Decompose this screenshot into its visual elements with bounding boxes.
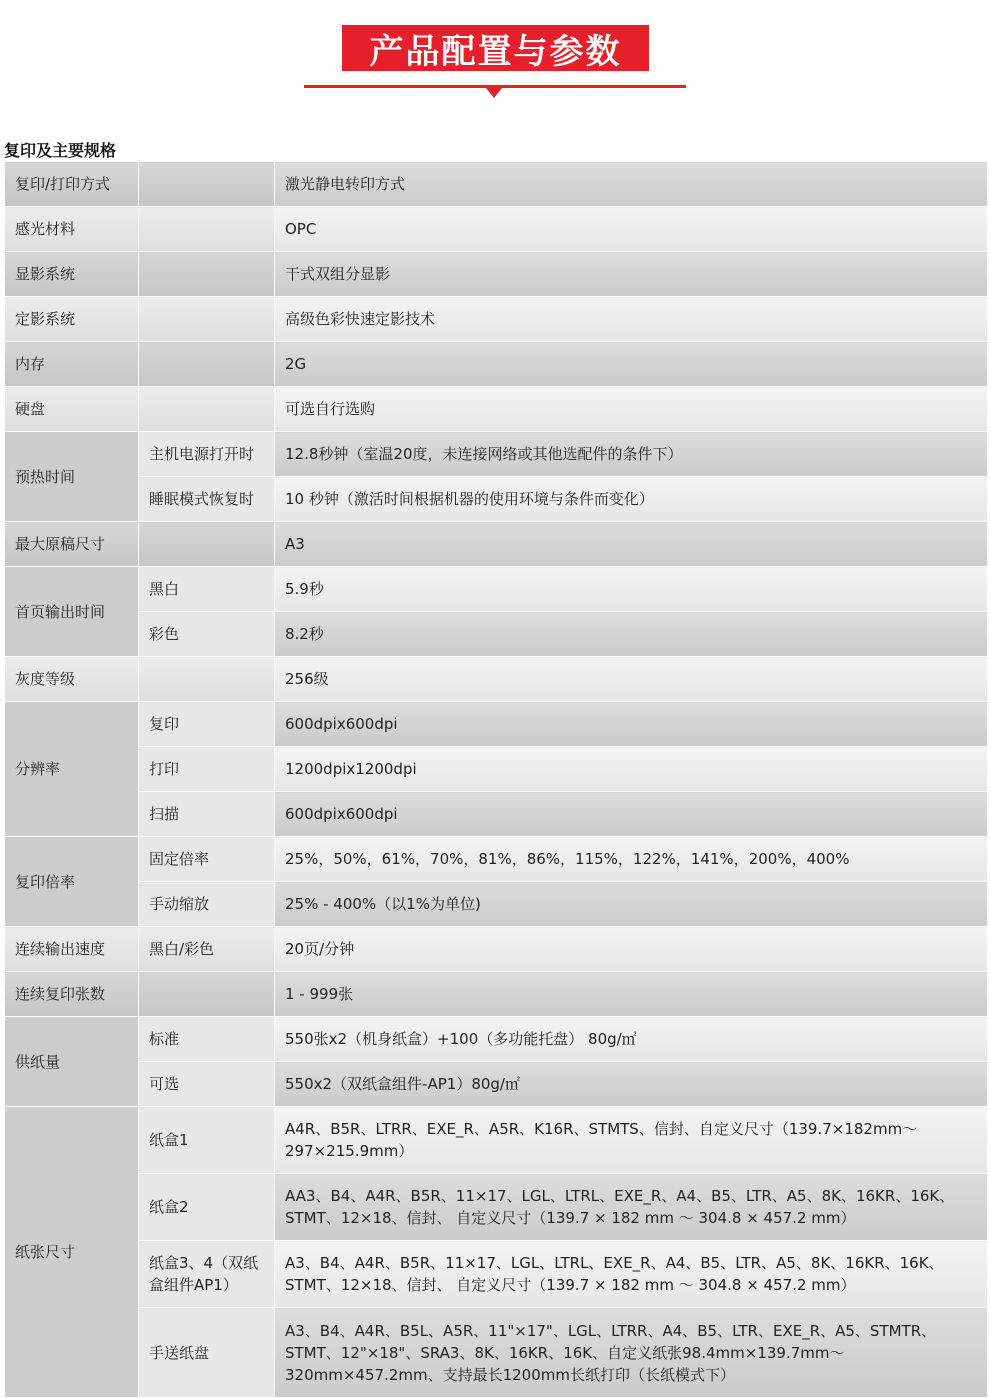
spec-sublabel: 纸盒1 [139,1107,275,1174]
spec-sublabel: 纸盒2 [139,1174,275,1241]
table-row [5,567,988,612]
spec-value: 干式双组分显影 [275,252,988,297]
table-row [5,252,988,297]
spec-label: 定影系统 [5,297,139,342]
spec-value: 20页/分钟 [275,927,988,972]
spec-label: 纸张尺寸 [5,1107,139,1398]
section-title: 复印及主要规格 [4,141,117,160]
table-row [5,657,988,702]
table-row [5,792,988,837]
spec-sublabel: 可选 [139,1062,275,1107]
spec-sublabel: 睡眠模式恢复时 [139,477,275,522]
table-row [5,1241,988,1308]
table-row [5,612,988,657]
spec-sublabel-empty [139,657,275,702]
spec-label: 复印/打印方式 [5,162,139,207]
spec-value: A4R、B5R、LTRR、EXE_R、A5R、K16R、STMTS、信封、自定义尺寸（139.7×182mm～297×215.9mm） [275,1107,988,1174]
table-row [5,837,988,882]
spec-sublabel: 黑白/彩色 [139,927,275,972]
spec-sublabel: 纸盒3、4（双纸盒组件AP1） [139,1241,275,1308]
spec-label: 显影系统 [5,252,139,297]
spec-value: 600dpix600dpi [275,792,988,837]
spec-value: 激光静电转印方式 [275,162,988,207]
table-row [5,1174,988,1241]
spec-value: AA3、B4、A4R、B5R、11×17、LGL、LTRL、EXE_R、A4、B5、LTR、A5、8K、16KR、16K、STMT、12×18、信封、 自定义尺寸（139.7 × 182 mm ～ 304.8 × 457.2 mm） [275,1174,988,1241]
spec-value: OPC [275,207,988,252]
table-row [5,702,988,747]
table-row [5,882,988,927]
spec-value: 高级色彩快速定影技术 [275,297,988,342]
spec-sublabel-empty [139,387,275,432]
spec-value: 1200dpix1200dpi [275,747,988,792]
spec-value: 25% - 400%（以1%为单位) [275,882,988,927]
spec-label: 内存 [5,342,139,387]
table-row [5,1017,988,1062]
spec-value: 12.8秒钟（室温20度，未连接网络或其他选配件的条件下） [275,432,988,477]
spec-value: 2G [275,342,988,387]
spec-sublabel-empty [139,972,275,1017]
spec-label: 首页输出时间 [5,567,139,657]
table-row [5,432,988,477]
spec-value: 25%，50%，61%，70%，81%，86%，115%，122%，141%，200%，400% [275,837,988,882]
spec-label: 硬盘 [5,387,139,432]
spec-sublabel: 打印 [139,747,275,792]
table-row [5,162,988,207]
table-row [5,477,988,522]
table-row [5,342,988,387]
spec-label: 连续输出速度 [5,927,139,972]
spec-label: 分辨率 [5,702,139,837]
spec-value: 1 - 999张 [275,972,988,1017]
table-row [5,522,988,567]
table-row [5,297,988,342]
spec-sublabel-empty [139,207,275,252]
table-row [5,1107,988,1174]
spec-sublabel: 黑白 [139,567,275,612]
spec-label: 连续复印张数 [5,972,139,1017]
spec-label: 感光材料 [5,207,139,252]
spec-label: 预热时间 [5,432,139,522]
spec-sublabel: 彩色 [139,612,275,657]
page-title: 产品配置与参数 [369,31,622,72]
spec-value: 可选自行选购 [275,387,988,432]
table-row [5,387,988,432]
spec-label: 供纸量 [5,1017,139,1107]
spec-value: A3、B4、A4R、B5L、A5R、11"×17"、LGL、LTRR、A4、B5、LTR、EXE_R、A5、STMTR、STMT、12"×18"、SRA3、8K、16KR、16K、自定义纸张98.4mm×139.7mm～320mm×457.2mm、支持最长1200mm长纸打印（长纸模式下） [275,1308,988,1398]
spec-sublabel: 扫描 [139,792,275,837]
spec-sublabel-empty [139,342,275,387]
table-row [5,747,988,792]
spec-label: 最大原稿尺寸 [5,522,139,567]
spec-sublabel-empty [139,252,275,297]
spec-value: 8.2秒 [275,612,988,657]
spec-sublabel: 复印 [139,702,275,747]
spec-sublabel: 主机电源打开时 [139,432,275,477]
spec-sublabel: 手动缩放 [139,882,275,927]
spec-value: 5.9秒 [275,567,988,612]
table-row [5,207,988,252]
spec-value: 600dpix600dpi [275,702,988,747]
spec-value: 550张x2（机身纸盒）+100（多功能托盘） 80g/㎡ [275,1017,988,1062]
spec-sublabel-empty [139,522,275,567]
spec-sublabel-empty [139,162,275,207]
spec-value: 10 秒钟（激活时间根据机器的使用环境与条件而变化） [275,477,988,522]
table-row [5,972,988,1017]
spec-sublabel: 标准 [139,1017,275,1062]
page-title-banner [342,25,649,71]
spec-value: 550x2（双纸盒组件-AP1）80g/㎡ [275,1062,988,1107]
table-row [5,927,988,972]
title-notch-icon [486,88,502,98]
spec-label: 灰度等级 [5,657,139,702]
spec-sublabel: 手送纸盘 [139,1308,275,1398]
spec-sublabel-empty [139,297,275,342]
table-row [5,1308,988,1398]
table-row [5,1062,988,1107]
spec-value: A3、B4、A4R、B5R、11×17、LGL、LTRL、EXE_R、A4、B5、LTR、A5、8K、16KR、16K、STMT、12×18、信封、 自定义尺寸（139.7 × 182 mm ～ 304.8 × 457.2 mm） [275,1241,988,1308]
spec-table [4,161,988,1398]
spec-label: 复印倍率 [5,837,139,927]
spec-value: 256级 [275,657,988,702]
spec-sublabel: 固定倍率 [139,837,275,882]
spec-value: A3 [275,522,988,567]
